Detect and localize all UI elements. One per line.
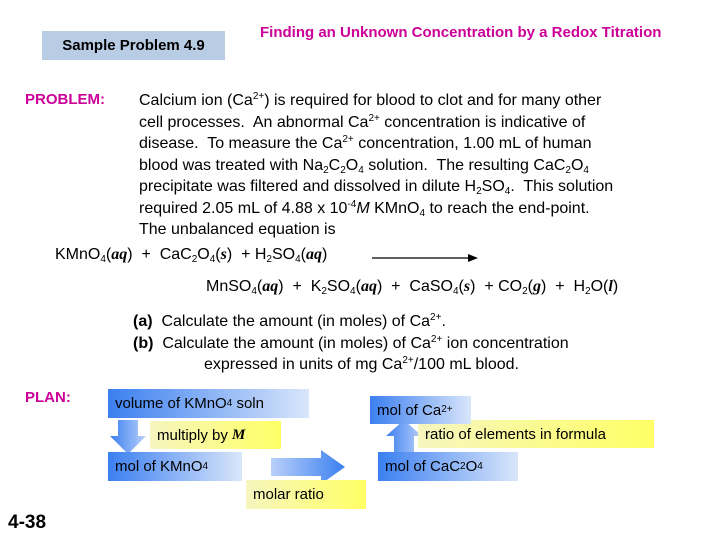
page-title: Finding an Unknown Concentration by a Redox Titration bbox=[260, 24, 662, 41]
mol-ca-box: mol of Ca 2+ bbox=[370, 396, 471, 424]
question-b: (b) Calculate the amount (in moles) of $Ca^{2+}$ ion concentration expressed in units of mg $Ca^{2+}/100$ mL blood. bbox=[133, 333, 569, 373]
multiply-by-m-box: multiply by M bbox=[150, 421, 281, 449]
questions bbox=[133, 311, 693, 376]
problem-text: Calcium ion $(Ca^{2+})$ is required for blood to clot and for many other cell processes. An abnormal $Ca^{2+}$ concentration is indicative of disease. To measure the $Ca^{2+}$ concentration, 1.00 mL of human blood was treated with $Na_2C_2O_4$ solution. The resulting $CaC_2O_4$ precipitate was filtered and dissolved in dilute $H_2SO_4$. This solution required 2.05 mL of 4.88 x $10^{-4}M$ KMnO$_4$ to reach the end-point. The unbalanced equation is bbox=[139, 91, 614, 238]
plan-label: PLAN: bbox=[25, 389, 71, 406]
reaction-arrow-icon bbox=[370, 252, 480, 264]
right-arrow-icon bbox=[271, 450, 345, 484]
up-arrow-icon bbox=[386, 420, 422, 452]
sample-problem-label: Sample Problem 4.9 bbox=[42, 31, 225, 60]
question-a: (a) Calculate the amount (in moles) of $Ca^{2+}$. bbox=[133, 312, 446, 330]
volume-kmno4-box: volume of KMnO 4 soln bbox=[108, 389, 309, 418]
down-arrow-icon bbox=[110, 420, 146, 454]
equation-reactants: KMnO$_4$(aq) + $CaC_2O_4(s) + H_2SO_4(aq)$ bbox=[55, 246, 328, 265]
ratio-elements-box: ratio of elements in formula bbox=[418, 420, 654, 448]
page-number: 4-38 bbox=[8, 512, 47, 533]
molar-ratio-box: molar ratio bbox=[246, 480, 366, 509]
equation-products: MnSO$_4$(aq) + $K_2SO_4(aq)$ + CaSO$_4$(s) + $CO_2(g) + H_2O(l)$ bbox=[206, 278, 619, 297]
problem-label: PROBLEM: bbox=[25, 91, 105, 108]
mol-kmno4-box: mol of KMnO 4 bbox=[108, 452, 242, 481]
mol-cac2o4-box: mol of CaC 2 O 4 bbox=[378, 452, 518, 481]
